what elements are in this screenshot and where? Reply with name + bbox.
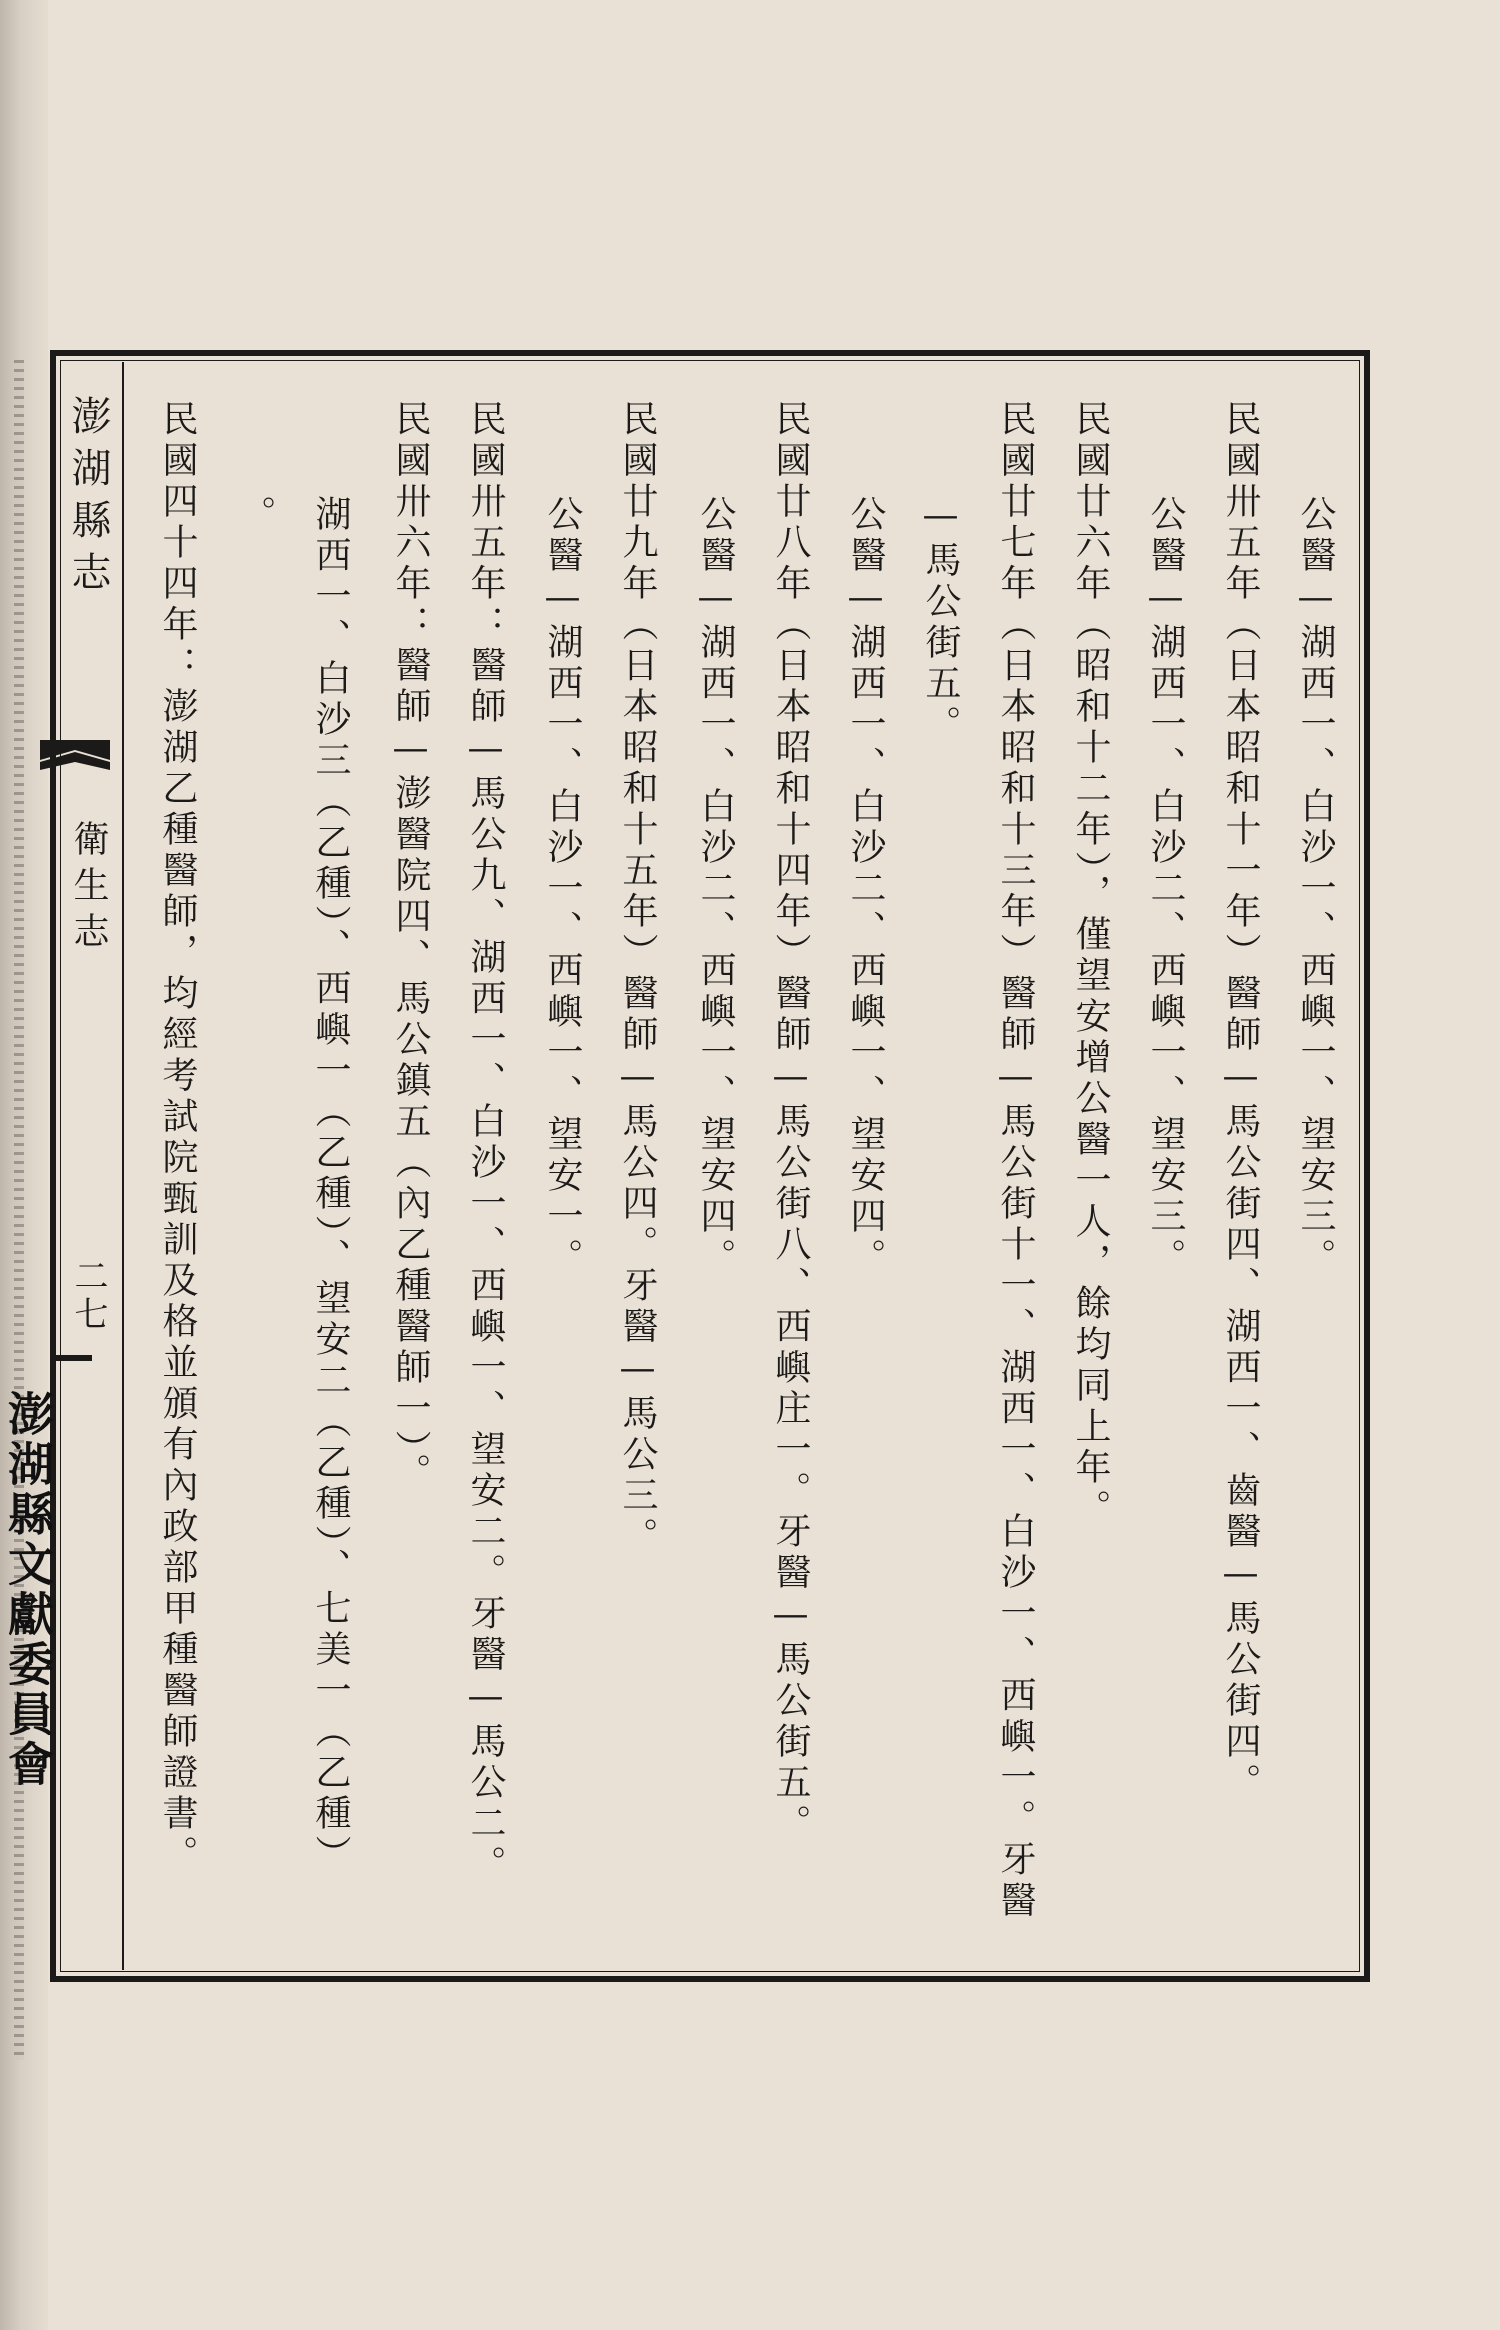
book-title: 澎湖縣志	[65, 395, 111, 603]
fishtail-mark-icon	[40, 740, 110, 810]
text-column: 公醫—湖西一、白沙一、西嶼一、望安一。	[542, 495, 583, 1279]
text-column: 。	[235, 495, 276, 536]
text-column: 民國四十四年：澎湖乙種醫師，均經考試院甄訓及格並頒有內政部甲種醫師證書。	[157, 400, 198, 1876]
page-number-rule	[52, 1355, 92, 1361]
text-column: 公醫—湖西一、白沙二、西嶼一、望安三。	[1145, 495, 1186, 1279]
publisher-name: 澎湖縣文獻委員會	[1, 1390, 55, 1790]
text-column: 民國廿七年（日本昭和十三年）醫師—馬公街十一、湖西一、白沙一、西嶼一。牙醫	[995, 400, 1036, 1922]
page-gutter	[0, 0, 48, 2330]
text-column: 民國廿九年（日本昭和十五年）醫師—馬公四。牙醫—馬公三。	[617, 400, 658, 1558]
page-number: 二七	[68, 1258, 108, 1334]
text-column: 湖西一、白沙三（乙種）、西嶼一（乙種）、望安二（乙種）、七美一（乙種）	[310, 495, 351, 1876]
margin-divider	[122, 362, 124, 1970]
text-column: 民國卅五年（日本昭和十一年）醫師—馬公街四、湖西一、齒醫—馬公街四。	[1220, 400, 1261, 1804]
text-column: 公醫—湖西一、白沙一、西嶼一、望安三。	[1295, 495, 1336, 1279]
text-column: 民國卅六年：醫師—澎醫院四、馬公鎮五（內乙種醫師一）。	[390, 400, 431, 1494]
page-edge-shadow	[14, 360, 24, 2060]
section-title: 衛生志	[68, 820, 109, 958]
text-column: 民國廿八年（日本昭和十四年）醫師—馬公街八、西嶼庄一。牙醫—馬公街五。	[770, 400, 811, 1845]
text-column: —馬公街五。	[920, 495, 961, 746]
text-column: 公醫—湖西一、白沙二、西嶼一、望安四。	[695, 495, 736, 1279]
text-column: 民國廿六年（昭和十二年），僅望安增公醫一人，餘均同上年。	[1070, 400, 1111, 1530]
text-column: 公醫—湖西一、白沙二、西嶼一、望安四。	[845, 495, 886, 1279]
text-column: 民國卅五年：醫師—馬公九、湖西一、白沙一、西嶼一、望安二。牙醫—馬公二。	[465, 400, 506, 1886]
